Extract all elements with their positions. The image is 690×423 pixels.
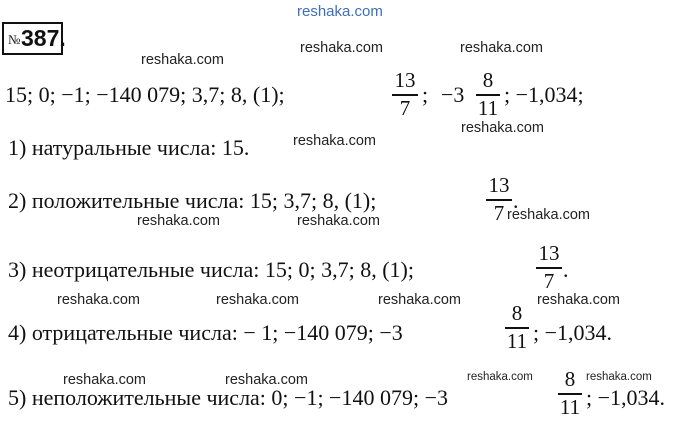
watermark: reshaka.com [461, 120, 545, 136]
number-sign: № [8, 32, 21, 47]
answer-text: 4) отрицательные числа: − 1; −140 079; −3 [8, 320, 403, 345]
fraction [536, 243, 562, 292]
fraction [476, 70, 500, 119]
problem-number-box [2, 22, 66, 55]
fraction [392, 70, 418, 119]
numerator: 13 [538, 241, 560, 265]
denominator: 7 [493, 200, 505, 225]
mixed-number-whole: −3 [441, 82, 465, 107]
watermark: reshaka.com [293, 133, 377, 149]
watermark: reshaka.com [216, 292, 300, 308]
answer-end: . [563, 257, 569, 282]
watermark: reshaka.com [537, 292, 621, 308]
denominator: 7 [543, 268, 555, 293]
watermark: reshaka.com [467, 371, 533, 383]
answer-end: . [513, 188, 519, 213]
answer-text: 5) неположительные числа: 0; −1; −140 079; −3 [8, 385, 448, 410]
answer-end: ; −1,034. [586, 385, 666, 410]
watermark: reshaka.com [137, 213, 221, 229]
watermark: reshaka.com [225, 372, 309, 388]
given-numbers: 15; 0; −1; −140 079; 3,7; 8, (1); [5, 82, 285, 107]
answer-text: 2) положительные числа: 15; 3,7; 8, (1); [8, 188, 377, 213]
denominator: 11 [477, 95, 499, 120]
fraction [486, 175, 512, 224]
numerator: 8 [482, 68, 494, 92]
answer-text: 3) неотрицательные числа: 15; 0; 3,7; 8, (1); [8, 257, 414, 282]
watermark: reshaka.com [57, 292, 141, 308]
problem-number: 387. [21, 25, 66, 51]
denominator: 7 [399, 95, 411, 120]
answer-end: ; −1,034. [533, 320, 613, 345]
numerator: 8 [564, 367, 576, 391]
watermark: reshaka.com [297, 3, 383, 20]
watermark: reshaka.com [300, 40, 384, 56]
watermark: reshaka.com [507, 207, 591, 223]
separator: ; [422, 82, 429, 107]
fraction [505, 303, 529, 352]
answer-line-natural: 1) натуральные числа: 15. [8, 135, 250, 160]
fraction [558, 369, 582, 418]
numerator: 8 [511, 301, 523, 325]
watermark: reshaka.com [63, 372, 147, 388]
denominator: 11 [506, 328, 528, 353]
watermark: reshaka.com [141, 52, 225, 68]
denominator: 11 [559, 394, 581, 419]
watermark: reshaka.com [378, 292, 462, 308]
watermark: reshaka.com [297, 213, 381, 229]
watermark: reshaka.com [460, 40, 544, 56]
watermark: reshaka.com [586, 371, 652, 383]
given-numbers-tail: ; −1,034; [504, 82, 584, 107]
numerator: 13 [488, 173, 510, 197]
numerator: 13 [394, 68, 416, 92]
